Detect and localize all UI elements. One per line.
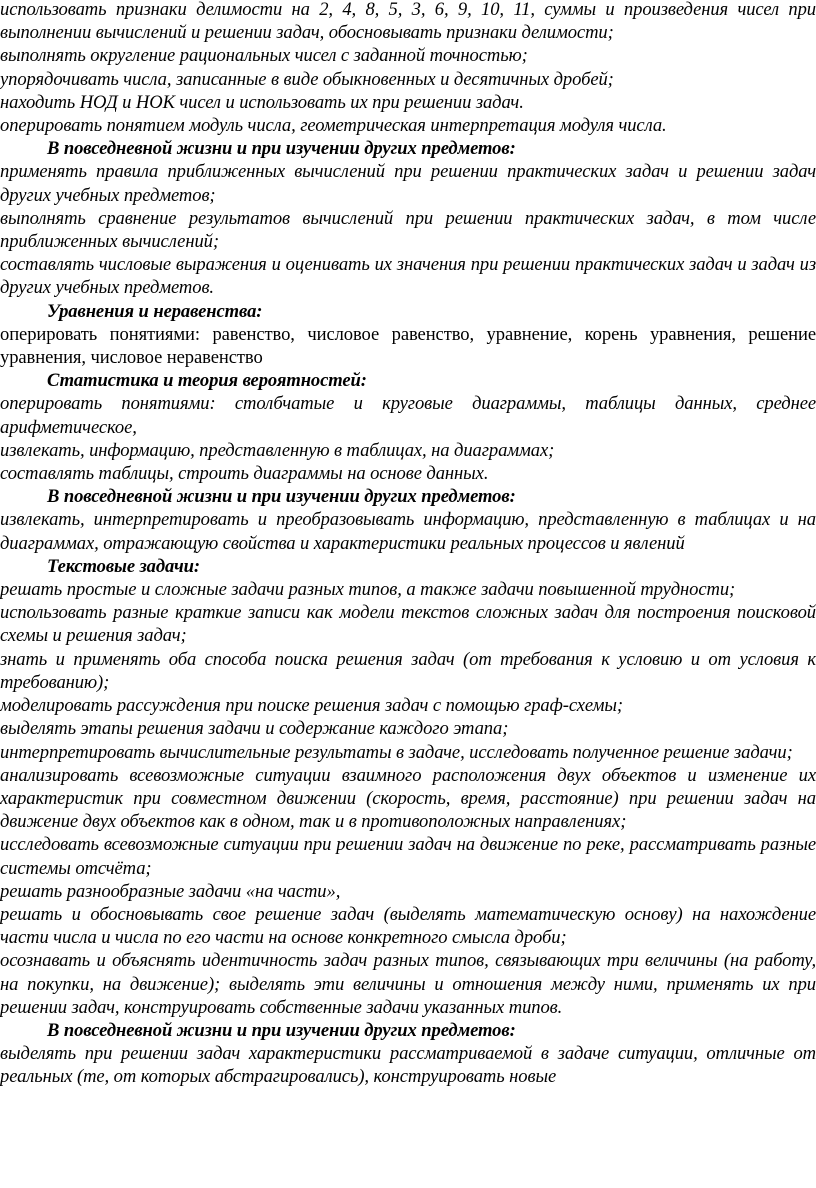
section-heading: В повседневной жизни и при изучении других предметов: xyxy=(47,138,516,160)
paragraph: извлекать, интерпретировать и преобразовывать информацию, представленную в таблицах и на диаграммах, отражающую свойства и характеристики реальных процессов и явлений xyxy=(0,509,816,554)
paragraph: извлекать, информацию, представленную в таблицах, на диаграммах; xyxy=(0,439,555,461)
paragraph: исследовать всевозможные ситуации при решении задач на движение по реке, рассматривать разные системы отсчёта; xyxy=(0,834,816,879)
paragraph: находить НОД и НОК чисел и использовать их при решении задач. xyxy=(0,91,524,113)
paragraph: осознавать и объяснять идентичность задач разных типов, связывающих три величины (на работу, на покупки, на движение); выделять эти величины и отношения между ними, применять их при решении задач, конструировать собственные задачи указанных типов. xyxy=(0,950,816,1018)
section-heading: В повседневной жизни и при изучении других предметов: xyxy=(47,1019,516,1041)
paragraph: оперировать понятием модуль числа, геометрическая интерпретация модуля числа. xyxy=(0,115,667,137)
section-heading: Текстовые задачи: xyxy=(47,555,200,577)
paragraph: анализировать всевозможные ситуации взаимного расположения двух объектов и изменение их характеристик при совместном движении (скорость, время, расстояние) при решении задач на движение двух объектов как в одном, так и в противоположных направлениях; xyxy=(0,764,816,833)
paragraph: выделять при решении задач характеристики рассматриваемой в задаче ситуации, отличные от реальных (те, от которых абстрагировались), конструировать новые xyxy=(0,1043,816,1088)
paragraph: использовать разные краткие записи как модели текстов сложных задач для построения поисковой схемы и решения задач; xyxy=(0,602,816,647)
paragraph: составлять таблицы, строить диаграммы на основе данных. xyxy=(0,463,489,485)
paragraph: знать и применять оба способа поиска решения задач (от требования к условию и от условия к требованию); xyxy=(0,648,816,693)
section-heading: В повседневной жизни и при изучении других предметов: xyxy=(47,486,516,508)
paragraph: применять правила приближенных вычислений при решении практических задач и решении задач других учебных предметов; xyxy=(0,161,816,206)
paragraph: выделять этапы решения задачи и содержание каждого этапа; xyxy=(0,718,509,740)
paragraph: решать разнообразные задачи «на части», xyxy=(0,880,341,902)
paragraph: решать простые и сложные задачи разных типов, а также задачи повышенной трудности; xyxy=(0,579,736,601)
paragraph: выполнять округление рациональных чисел с заданной точностью; xyxy=(0,45,528,67)
paragraph: составлять числовые выражения и оценивать их значения при решении практических задач и задач из других учебных предметов. xyxy=(0,254,816,299)
section-heading: Уравнения и неравенства: xyxy=(47,300,263,322)
paragraph: интерпретировать вычислительные результаты в задаче, исследовать полученное решение задачи; xyxy=(0,741,793,763)
section-heading: Статистика и теория вероятностей: xyxy=(47,370,367,392)
paragraph: решать и обосновывать свое решение задач (выделять математическую основу) на нахождение части числа и числа по его части на основе конкретного смысла дроби; xyxy=(0,903,816,949)
paragraph: упорядочивать числа, записанные в виде обыкновенных и десятичных дробей; xyxy=(0,68,614,90)
paragraph: использовать признаки делимости на 2, 4, 8, 5, 3, 6, 9, 10, 11, суммы и произведения чисел при выполнении вычислений и решении задач, обосновывать признаки делимости; xyxy=(0,0,816,44)
paragraph: выполнять сравнение результатов вычислений при решении практических задач, в том числе приближенных вычислений; xyxy=(0,207,816,253)
paragraph: моделировать рассуждения при поиске решения задач с помощью граф-схемы; xyxy=(0,695,623,717)
paragraph: оперировать понятиями: столбчатые и круговые диаграммы, таблицы данных, среднее арифметическое, xyxy=(0,393,816,438)
paragraph: оперировать понятиями: равенство, числовое равенство, уравнение, корень уравнения, решение уравнения, числовое неравенство xyxy=(0,323,816,369)
